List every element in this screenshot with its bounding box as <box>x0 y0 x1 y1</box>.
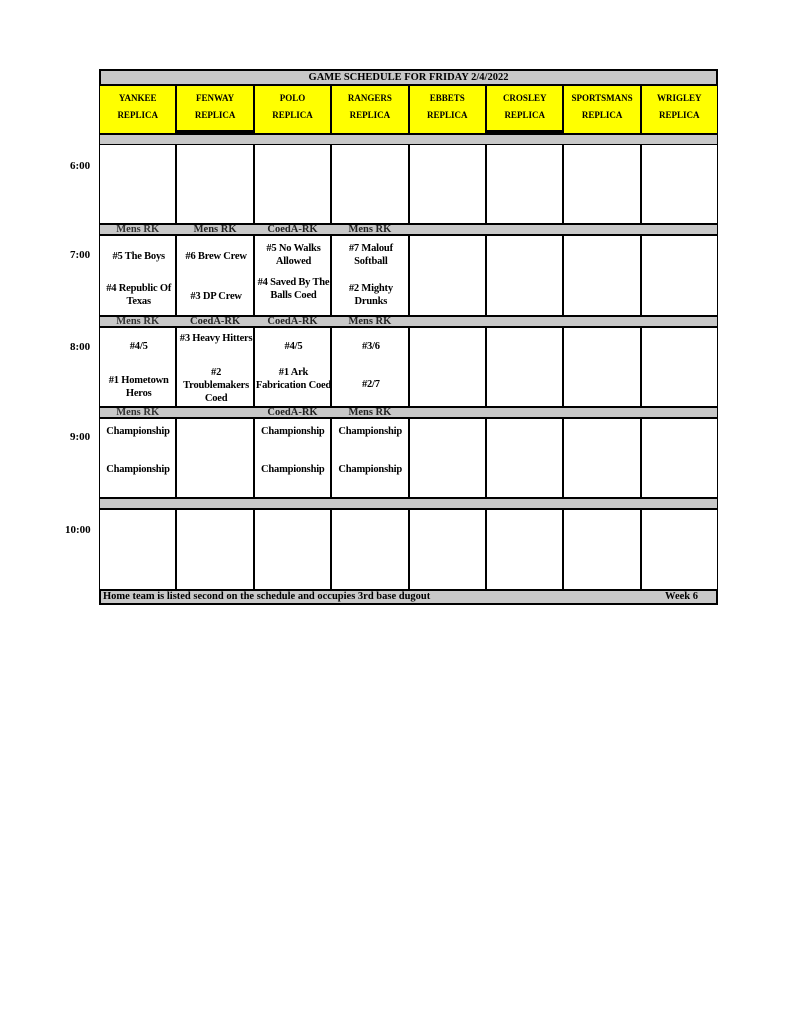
slot-cell <box>641 510 718 589</box>
slot-cell <box>486 510 563 589</box>
field-sub: REPLICA <box>427 110 468 120</box>
slot-cell <box>176 419 253 497</box>
away-team: #4/5 <box>284 341 303 352</box>
game-cell <box>254 328 331 406</box>
field-sub: REPLICA <box>504 110 545 120</box>
slot-cell <box>641 328 718 406</box>
header-band <box>99 134 718 145</box>
game-cell <box>99 328 176 406</box>
league-label: Mens RK <box>348 407 392 418</box>
game-cell <box>176 236 253 315</box>
slot-cell <box>641 236 718 315</box>
home-team: #2 Troublemakers Coed <box>183 367 250 404</box>
game-cell <box>331 419 408 497</box>
slot-cell <box>409 419 486 497</box>
field-header-wrigley <box>641 86 718 134</box>
slot-cell <box>486 145 563 223</box>
league-band <box>99 497 718 510</box>
field-name: SPORTSMANS <box>571 93 633 103</box>
slot-cell <box>409 510 486 589</box>
field-header-polo <box>254 86 331 134</box>
slot-cell <box>176 145 253 223</box>
home-team: #2 Mighty Drunks <box>348 283 393 307</box>
slot-cell <box>409 236 486 315</box>
league-label: CoedA-RK <box>190 316 241 327</box>
home-team: Championship <box>338 464 402 475</box>
time-label: 6:00 <box>70 160 91 172</box>
schedule-sheet <box>99 69 718 605</box>
week-label: Week 6 <box>665 591 698 602</box>
field-header-sportsmans <box>563 86 640 134</box>
field-header-yankee <box>99 86 176 134</box>
field-name: WRIGLEY <box>657 93 702 103</box>
field-header-ebbets <box>409 86 486 134</box>
game-cell <box>99 236 176 315</box>
field-header-rangers <box>331 86 408 134</box>
away-team: Championship <box>106 426 170 437</box>
home-team: #1 Hometown Heros <box>108 375 169 399</box>
field-sub: REPLICA <box>117 110 158 120</box>
slot-cell <box>99 510 176 589</box>
home-team: #1 Ark Fabrication Coed <box>255 367 332 391</box>
slot-cell <box>99 145 176 223</box>
home-team: #2/7 <box>361 379 380 390</box>
league-label: Mens RK <box>348 224 392 235</box>
slot-cell <box>563 419 640 497</box>
away-team: #3 Heavy Hitters <box>179 333 253 344</box>
slot-cell <box>254 510 331 589</box>
slot-cell <box>641 419 718 497</box>
league-label: Mens RK <box>116 316 160 327</box>
away-team: Championship <box>261 426 325 437</box>
slot-cell <box>563 510 640 589</box>
home-team: #4 Saved By The Balls Coed <box>257 277 330 301</box>
time-label: 7:00 <box>70 249 91 261</box>
slot-cell <box>254 145 331 223</box>
slot-cell <box>331 145 408 223</box>
home-team: #3 DP Crew <box>190 291 242 302</box>
away-team: Championship <box>338 426 402 437</box>
field-header-crosley <box>486 86 563 134</box>
field-name: CROSLEY <box>502 93 547 103</box>
game-cell <box>99 419 176 497</box>
slot-cell <box>563 328 640 406</box>
slot-cell <box>563 236 640 315</box>
home-team-note: Home team is listed second on the schedule and occupies 3rd base dugout <box>103 591 431 602</box>
away-team: #3/6 <box>361 341 380 352</box>
field-sub: REPLICA <box>272 110 313 120</box>
home-team: Championship <box>106 464 170 475</box>
field-name: EBBETS <box>429 93 465 103</box>
time-label: 9:00 <box>70 431 91 443</box>
away-team: #7 Malouf Softball <box>348 243 393 267</box>
league-label: Mens RK <box>116 224 160 235</box>
field-name: FENWAY <box>195 93 235 103</box>
time-label: 8:00 <box>70 341 91 353</box>
time-label: 10:00 <box>65 524 91 536</box>
slot-cell <box>486 328 563 406</box>
home-team: #4 Republic Of Texas <box>106 283 172 307</box>
field-sub: REPLICA <box>581 110 623 120</box>
game-cell <box>176 328 253 406</box>
league-label: CoedA-RK <box>267 224 318 235</box>
schedule-footer <box>99 589 718 605</box>
game-cell <box>331 328 408 406</box>
game-cell <box>254 419 331 497</box>
slot-cell <box>176 510 253 589</box>
game-cell <box>254 236 331 315</box>
slot-cell <box>409 145 486 223</box>
field-sub: REPLICA <box>194 110 236 120</box>
slot-cell <box>486 419 563 497</box>
field-name: YANKEE <box>118 93 157 103</box>
schedule-title: GAME SCHEDULE FOR FRIDAY 2/4/2022 <box>99 69 718 86</box>
game-cell <box>331 236 408 315</box>
home-team: Championship <box>261 464 325 475</box>
field-sub: REPLICA <box>659 110 700 120</box>
away-team: #6 Brew Crew <box>185 251 247 262</box>
league-label: Mens RK <box>348 316 392 327</box>
league-label: Mens RK <box>116 407 160 418</box>
slot-cell <box>563 145 640 223</box>
league-label: Mens RK <box>193 224 237 235</box>
slot-cell <box>331 510 408 589</box>
league-label: CoedA-RK <box>267 407 318 418</box>
field-header-fenway <box>176 86 253 134</box>
field-sub: REPLICA <box>349 110 391 120</box>
field-name: RANGERS <box>347 93 392 103</box>
away-team: #5 No Walks Allowed <box>266 243 321 267</box>
away-team: #4/5 <box>129 341 148 352</box>
away-team: #5 The Boys <box>112 251 165 262</box>
header-underline <box>177 130 254 133</box>
header-underline <box>486 130 563 133</box>
slot-cell <box>641 145 718 223</box>
league-label: CoedA-RK <box>267 316 318 327</box>
field-name: POLO <box>279 93 306 103</box>
slot-cell <box>409 328 486 406</box>
slot-cell <box>486 236 563 315</box>
